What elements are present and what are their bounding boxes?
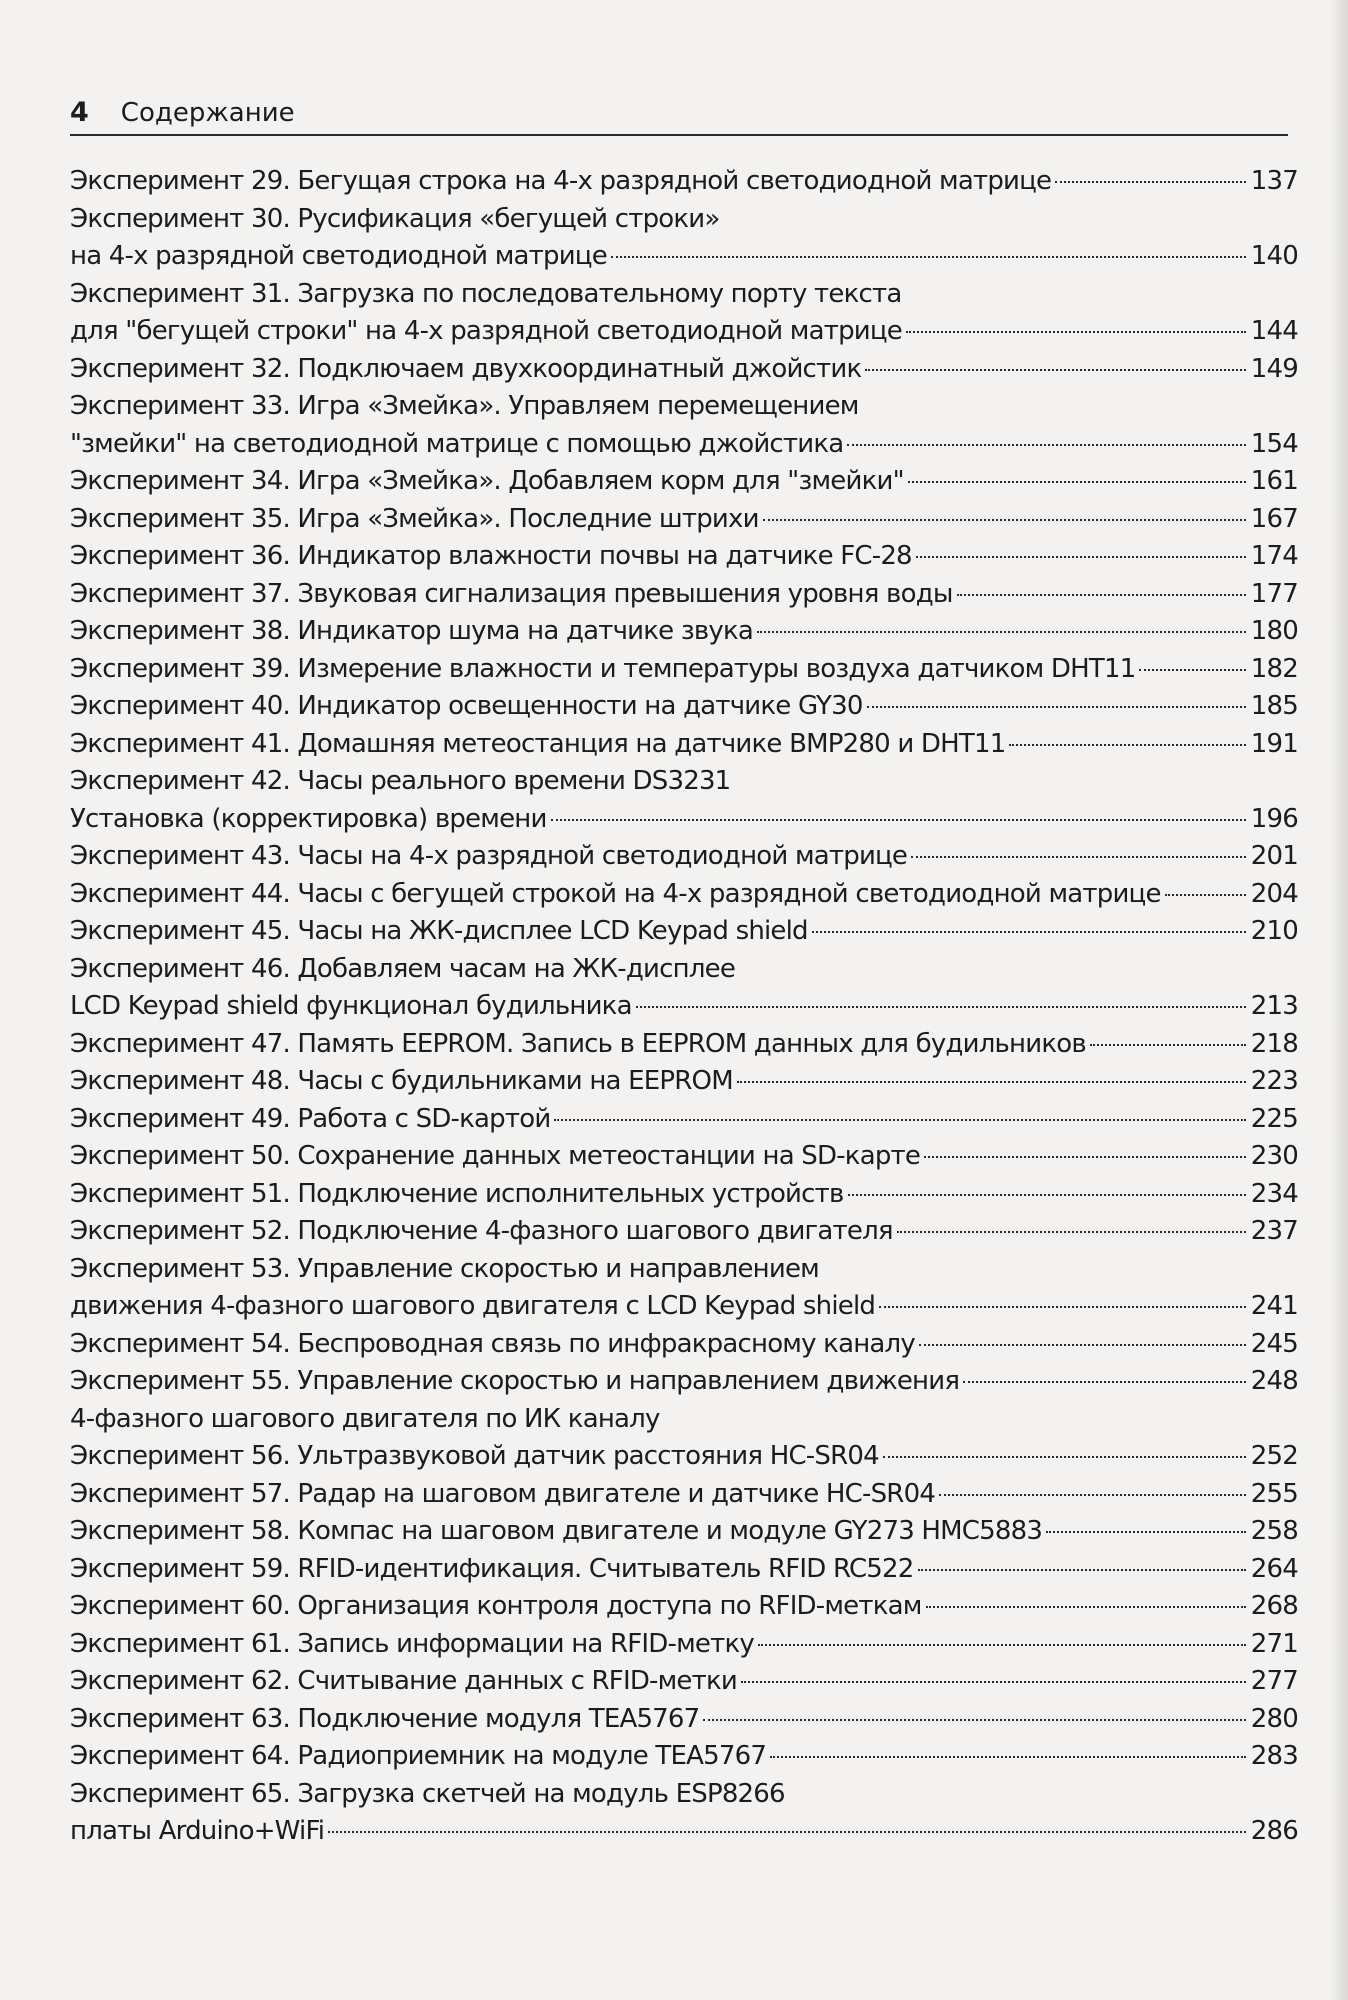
dot-leader [939,1494,1246,1496]
toc-entry [70,1813,1298,1851]
dot-leader [957,594,1246,596]
toc-entry-title: Эксперимент 52. Подключение 4-фазного шагового двигателя [70,1216,893,1246]
toc-entry-page: 210 [1250,916,1298,946]
toc-entry-title: Эксперимент 63. Подключение модуля TEA5767 [70,1703,700,1734]
dot-leader [926,1606,1246,1608]
dot-leader [906,331,1246,333]
toc-entry [70,501,1298,539]
toc-entry [70,576,1298,614]
toc-entry-title: Эксперимент 44. Часы с бегущей строкой на 4-х разрядной светодиодной матрице [70,878,1161,909]
dot-leader [1046,1531,1246,1533]
dot-leader [763,519,1246,521]
toc-entry-page: 237 [1250,1216,1298,1246]
dot-leader [703,1719,1246,1721]
dot-leader [551,819,1246,821]
toc-entry-page: 177 [1250,578,1298,609]
toc-entry-page: 161 [1250,466,1298,496]
toc-entry-title: Эксперимент 31. Загрузка по последовательному порту текста [70,278,902,309]
toc-entry-title: Эксперимент 35. Игра «Змейка». Последние штрихи [70,503,759,534]
toc-entry [70,313,1298,351]
dot-leader [611,256,1246,258]
dot-leader [908,481,1246,483]
toc-entry [70,1551,1298,1589]
toc-entry-title: Эксперимент 47. Память EEPROM. Запись в EEPROM данных для будильников [70,1028,1086,1059]
toc-entry [70,613,1298,651]
toc-entry [70,651,1298,689]
toc-entry [70,1251,1298,1289]
toc-entry-page: 149 [1250,353,1298,384]
running-title: Содержание [120,98,295,128]
toc-entry [70,688,1298,726]
toc-entry [70,1213,1298,1251]
toc-entry-title: Эксперимент 36. Индикатор влажности почвы на датчике FC-28 [70,541,912,571]
dot-leader [328,1831,1246,1833]
toc-entry [70,1513,1298,1551]
toc-entry-title: Эксперимент 46. Добавляем часам на ЖК-дисплее [70,953,736,984]
toc-entry-title: Эксперимент 38. Индикатор шума на датчике звука [70,616,753,646]
toc-entry [70,1776,1298,1814]
toc-entry [70,1363,1298,1401]
toc-entry-title: на 4-х разрядной светодиодной матрице [70,241,607,271]
toc-entry [70,763,1298,801]
running-header [70,88,1288,136]
toc-entry-page: 255 [1250,1478,1298,1509]
dot-leader [737,1081,1246,1083]
toc-entry [70,988,1298,1026]
toc-entry [70,1588,1298,1626]
toc-entry-page: 283 [1250,1741,1298,1771]
toc-entry-title: Эксперимент 61. Запись информации на RFID-метку [70,1628,754,1659]
toc-entry-page: 234 [1250,1178,1298,1209]
toc-entry-page: 204 [1250,878,1298,909]
toc-entry-page: 182 [1250,653,1298,684]
toc-entry-title: Эксперимент 48. Часы с будильниками на EEPROM [70,1066,733,1096]
toc-entry [70,1476,1298,1514]
toc-entry [70,388,1298,426]
dot-leader [554,1119,1246,1121]
toc-entry-title: Эксперимент 53. Управление скоростью и направлением [70,1253,819,1284]
toc-entry-page: 230 [1250,1141,1298,1171]
toc-entry-title: Эксперимент 32. Подключаем двухкоординатный джойстик [70,353,862,384]
toc-entry-page: 258 [1250,1516,1298,1546]
dot-leader [919,1344,1246,1346]
dot-leader [741,1681,1246,1683]
toc-entry [70,1326,1298,1364]
toc-entry-page: 196 [1250,803,1298,834]
toc-entry-title: Эксперимент 64. Радиоприемник на модуле TEA5767 [70,1741,767,1771]
toc-entry [70,1026,1298,1064]
dot-leader [924,1156,1246,1158]
page-number: 4 [70,97,89,128]
toc-entry-title: Эксперимент 62. Считывание данных с RFID-метки [70,1666,737,1696]
dot-leader [879,1306,1246,1308]
toc-entry-title: Эксперимент 37. Звуковая сигнализация превышения уровня воды [70,578,953,609]
dot-leader [867,706,1246,708]
toc-entry-page: 185 [1250,691,1298,721]
toc-entry-title: Эксперимент 54. Беспроводная связь по инфракрасному каналу [70,1328,915,1359]
toc-entry-page: 280 [1250,1703,1298,1734]
toc-entry-page: 286 [1250,1816,1298,1846]
toc-entry [70,876,1298,914]
toc-entry-page: 264 [1250,1553,1298,1584]
toc-entry [70,1138,1298,1176]
toc-entry-page: 191 [1250,728,1298,759]
toc-entry-title: Эксперимент 56. Ультразвуковой датчик расстояния HC-SR04 [70,1441,879,1471]
toc-entry [70,1738,1298,1776]
dot-leader [1165,894,1246,896]
toc-entry-title: Эксперимент 30. Русификация «бегущей строки» [70,203,720,234]
toc-entry-title: Эксперимент 58. Компас на шаговом двигателе и модуле GY273 HMC5883 [70,1516,1043,1546]
dot-leader [758,1644,1246,1646]
toc-entry [70,1063,1298,1101]
dot-leader [1009,744,1246,746]
toc-entry-title: Эксперимент 42. Часы реального времени DS3231 [70,766,731,796]
dot-leader [757,631,1246,633]
dot-leader [963,1381,1246,1383]
page-edge-shadow [1330,0,1348,2000]
dot-leader [918,1569,1246,1571]
toc-entry [70,1288,1298,1326]
dot-leader [1055,181,1246,183]
toc-entry [70,951,1298,989]
toc-entry [70,276,1298,314]
dot-leader [848,1194,1246,1196]
toc-entry [70,201,1298,239]
toc-entry [70,163,1298,201]
toc-entry-page: 252 [1250,1441,1298,1471]
toc-entry-title: Эксперимент 29. Бегущая строка на 4-х разрядной светодиодной матрице [70,166,1052,196]
toc-entry-title: Эксперимент 65. Загрузка скетчей на модуль ESP8266 [70,1778,785,1809]
toc-entry-title: Эксперимент 51. Подключение исполнительных устройств [70,1178,844,1209]
toc-entry [70,1401,1298,1439]
toc-entry [70,1101,1298,1139]
toc-entry [70,838,1298,876]
toc-entry-title: Эксперимент 41. Домашняя метеостанция на датчике BMP280 и DHT11 [70,728,1006,759]
toc-entry [70,801,1298,839]
toc-entry-title: Эксперимент 49. Работа с SD-картой [70,1103,551,1134]
toc-entry-page: 137 [1250,166,1298,196]
toc-entry-title: Эксперимент 40. Индикатор освещенности на датчике GY30 [70,691,863,721]
dot-leader [916,556,1246,558]
toc-entry-title: Эксперимент 60. Организация контроля доступа по RFID-меткам [70,1591,922,1621]
toc-entry [70,426,1298,464]
toc-entry-page: 271 [1250,1628,1298,1659]
toc-entry-page: 248 [1250,1366,1298,1396]
toc-entry-title: Эксперимент 39. Измерение влажности и температуры воздуха датчиком DHT11 [70,653,1136,684]
toc-entry [70,1438,1298,1476]
toc-entry [70,1663,1298,1701]
toc-entry [70,1176,1298,1214]
dot-leader [812,931,1246,933]
toc-entry-title: 4-фазного шагового двигателя по ИК каналу [70,1403,660,1434]
dot-leader [636,1006,1246,1008]
toc-entry-title: Эксперимент 33. Игра «Змейка». Управляем перемещением [70,391,859,421]
dot-leader [865,369,1246,371]
toc-entry-title: платы Arduino+WiFi [70,1816,325,1846]
toc-entry-title: Эксперимент 57. Радар на шаговом двигателе и датчике HC-SR04 [70,1478,936,1509]
toc-entry [70,463,1298,501]
toc-entry-page: 154 [1250,428,1298,459]
toc-entry [70,238,1298,276]
dot-leader [883,1456,1246,1458]
toc-entry-page: 180 [1250,616,1298,646]
dot-leader [911,856,1246,858]
toc-entry-page: 241 [1250,1291,1298,1321]
toc-entry-page: 225 [1250,1103,1298,1134]
toc-entry-title: Эксперимент 34. Игра «Змейка». Добавляем корм для "змейки" [70,466,904,496]
dot-leader [897,1231,1246,1233]
toc-entry-page: 218 [1250,1028,1298,1059]
toc-entry [70,1701,1298,1739]
dot-leader [1139,669,1246,671]
toc-entry-page: 268 [1250,1591,1298,1621]
dot-leader [847,444,1246,446]
toc-entry-page: 201 [1250,841,1298,871]
toc-entry [70,538,1298,576]
toc-entry-page: 144 [1250,316,1298,346]
toc-entry-title: "змейки" на светодиодной матрице с помощью джойстика [70,428,844,459]
toc-entry-title: Эксперимент 43. Часы на 4-х разрядной светодиодной матрице [70,841,908,871]
toc-entry-page: 277 [1250,1666,1298,1696]
toc-entry [70,726,1298,764]
toc-entry-page: 223 [1250,1066,1298,1096]
toc-entry-title: Эксперимент 55. Управление скоростью и направлением движения [70,1366,960,1396]
table-of-contents [70,163,1298,1851]
toc-entry [70,1626,1298,1664]
toc-entry-title: для "бегущей строки" на 4-х разрядной светодиодной матрице [70,316,902,346]
toc-entry-title: LCD Keypad shield функционал будильника [70,991,632,1021]
toc-entry-page: 167 [1250,503,1298,534]
toc-entry-title: Эксперимент 45. Часы на ЖК-дисплее LCD Keypad shield [70,916,808,946]
dot-leader [770,1756,1246,1758]
toc-entry [70,913,1298,951]
toc-entry-page: 245 [1250,1328,1298,1359]
toc-entry-page: 213 [1250,991,1298,1021]
toc-entry-title: движения 4-фазного шагового двигателя с LCD Keypad shield [70,1291,876,1321]
toc-entry-title: Установка (корректировка) времени [70,803,547,834]
toc-entry-title: Эксперимент 50. Сохранение данных метеостанции на SD-карте [70,1141,921,1171]
toc-entry-page: 174 [1250,541,1298,571]
toc-entry [70,351,1298,389]
toc-entry-title: Эксперимент 59. RFID-идентификация. Считыватель RFID RC522 [70,1553,914,1584]
dot-leader [1090,1044,1246,1046]
toc-entry-page: 140 [1250,241,1298,271]
